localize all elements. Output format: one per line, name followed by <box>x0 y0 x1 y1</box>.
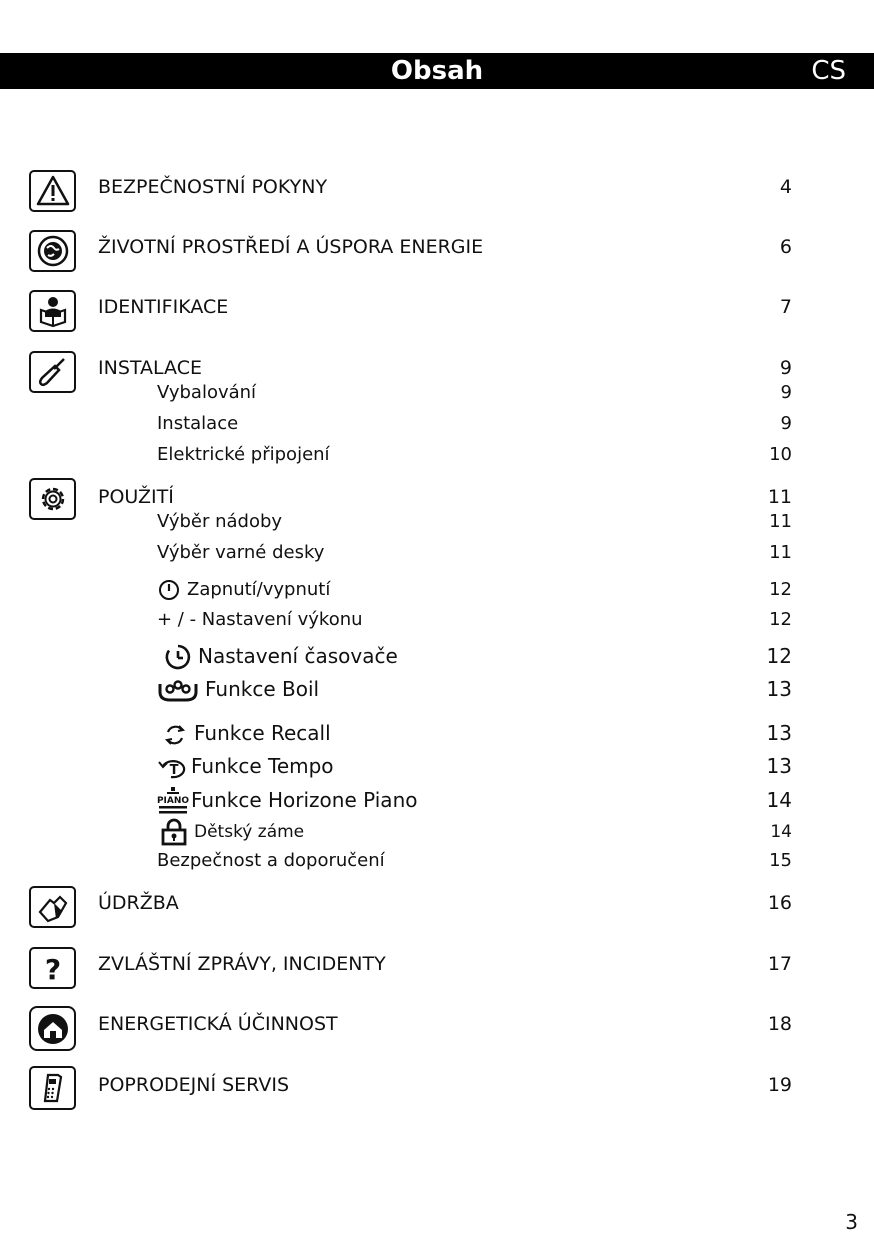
toc-label: Funkce Boil <box>205 677 320 701</box>
toc-page: 10 <box>769 444 792 465</box>
toc-entry-safety[interactable] <box>98 176 792 200</box>
recall-icon <box>162 721 188 748</box>
toc-entry-zone-choice[interactable] <box>157 542 792 566</box>
toc-entry-maintenance[interactable] <box>98 892 792 916</box>
toc-label: POUŽITÍ <box>98 486 174 508</box>
toc-label: ZVLÁŠTNÍ ZPRÁVY, INCIDENTY <box>98 953 386 975</box>
toc-page: 17 <box>767 953 792 975</box>
toc-entry-messages[interactable] <box>98 953 792 977</box>
toc-entry-safety-tips[interactable] <box>157 850 792 874</box>
tempo-icon <box>157 754 189 780</box>
question-mark-icon <box>29 947 76 989</box>
toc-page: 12 <box>769 609 792 630</box>
toc-page: 6 <box>779 236 792 258</box>
toc-page: 13 <box>766 677 792 701</box>
toc-entry-on-off[interactable] <box>157 578 792 602</box>
toc-page: 15 <box>769 850 792 871</box>
phone-service-icon <box>29 1066 76 1110</box>
screwdriver-icon <box>29 351 76 393</box>
toc-label: + / - Nastavení výkonu <box>157 609 363 630</box>
piano-icon <box>157 787 189 815</box>
toc-entry-electrical[interactable] <box>157 444 792 468</box>
identification-icon <box>29 290 76 332</box>
toc-label: Funkce Recall <box>194 721 331 745</box>
toc-label: Instalace <box>157 413 239 434</box>
page-title: Obsah <box>390 56 484 86</box>
settings-gear-icon <box>29 478 76 520</box>
toc-label: Výběr nádoby <box>157 511 283 532</box>
toc-page: 11 <box>769 511 792 532</box>
toc-entry-power-setting[interactable] <box>157 609 792 633</box>
toc-entry-environment[interactable] <box>98 236 792 260</box>
toc-entry-installation[interactable] <box>98 357 792 381</box>
toc-page: 9 <box>780 413 792 434</box>
toc-page: 7 <box>779 296 792 318</box>
svg-text:T: T <box>169 762 179 778</box>
toc-page: 11 <box>767 486 792 508</box>
boil-pot-icon <box>157 677 199 704</box>
toc-page: 12 <box>769 579 792 600</box>
toc-entry-energy[interactable] <box>98 1013 792 1037</box>
header-bar <box>0 53 874 89</box>
toc-page: 9 <box>780 382 792 403</box>
svg-text:?: ? <box>44 953 61 985</box>
toc-label: Funkce Tempo <box>191 754 334 778</box>
toc-entry-piano[interactable] <box>157 787 792 813</box>
toc-label: INSTALACE <box>98 357 202 379</box>
warning-icon <box>29 170 76 212</box>
toc-page: 12 <box>766 643 792 668</box>
toc-page: 13 <box>766 721 792 745</box>
toc-label: Dětský záme <box>194 822 305 842</box>
toc-page: 13 <box>766 754 792 778</box>
toc-page: 14 <box>770 822 792 842</box>
power-icon <box>157 578 181 602</box>
toc-entry-installation-sub[interactable] <box>157 413 792 437</box>
maintenance-hand-icon <box>29 886 76 928</box>
toc-entry-usage[interactable] <box>98 486 792 510</box>
language-code: CS <box>811 56 846 86</box>
toc-label: Funkce Horizone Piano <box>191 787 418 812</box>
toc-label: Bezpečnost a doporučení <box>157 850 385 871</box>
toc-entry-recall[interactable] <box>162 721 792 747</box>
toc-label: Nastavení časovače <box>198 643 398 668</box>
toc-entry-identification[interactable] <box>98 296 792 320</box>
toc-label: ÚDRŽBA <box>98 892 179 914</box>
toc-page: 11 <box>769 542 792 563</box>
toc-label: Výběr varné desky <box>157 542 325 563</box>
page-number: 3 <box>845 1210 858 1234</box>
toc-label: POPRODEJNÍ SERVIS <box>98 1074 290 1096</box>
toc-page: 4 <box>779 176 792 198</box>
toc-entry-service[interactable] <box>98 1074 792 1098</box>
toc-entry-pan-choice[interactable] <box>157 511 792 535</box>
toc-entry-tempo[interactable] <box>157 754 792 780</box>
toc-page: 19 <box>767 1074 792 1096</box>
toc-label: Zapnutí/vypnutí <box>187 579 331 600</box>
lock-icon <box>160 818 188 846</box>
environment-icon <box>29 230 76 272</box>
toc-entry-child-lock[interactable] <box>160 818 792 842</box>
toc-entry-timer[interactable] <box>164 643 792 669</box>
toc-label: IDENTIFIKACE <box>98 296 229 318</box>
toc-label: ŽIVOTNÍ PROSTŘEDÍ A ÚSPORA ENERGIE <box>98 236 484 258</box>
timer-icon <box>164 643 192 671</box>
toc-entry-unpacking[interactable] <box>157 382 792 406</box>
toc-label: Elektrické připojení <box>157 444 330 465</box>
energy-house-icon <box>29 1006 76 1051</box>
toc-page: 16 <box>767 892 792 914</box>
toc-page: 18 <box>767 1013 792 1035</box>
svg-text:PIANO: PIANO <box>157 796 189 806</box>
toc-label: Vybalování <box>157 382 257 403</box>
toc-label: BEZPEČNOSTNÍ POKYNY <box>98 176 328 198</box>
toc-entry-boil[interactable] <box>157 677 792 703</box>
toc-page: 14 <box>766 787 792 812</box>
toc-page: 9 <box>779 357 792 379</box>
toc-label: ENERGETICKÁ ÚČINNOST <box>98 1013 338 1035</box>
